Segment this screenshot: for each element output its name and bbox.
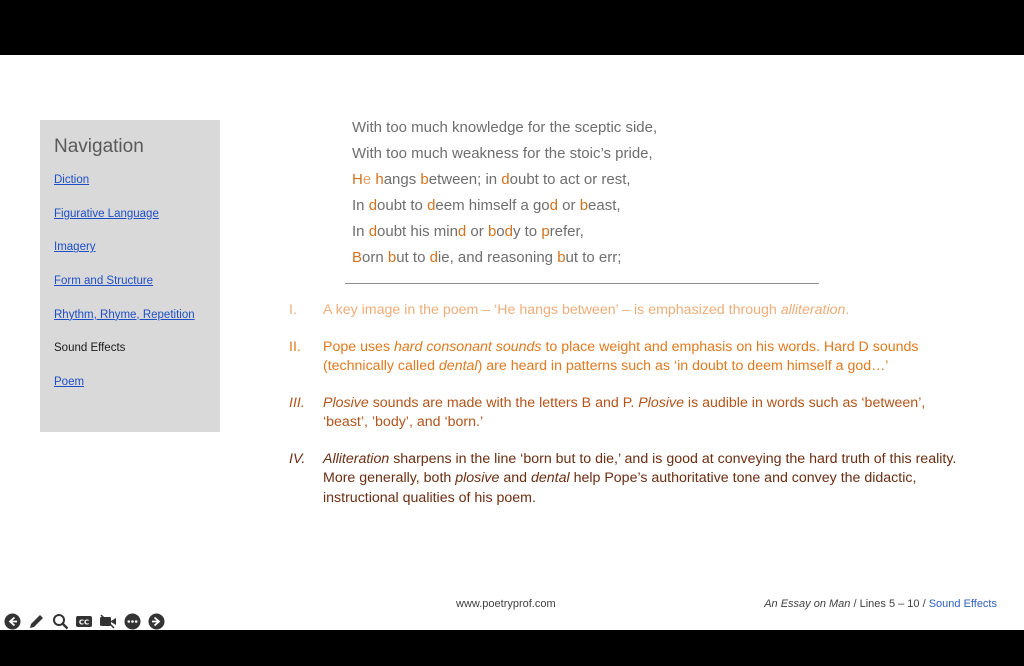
point-number: II. — [289, 338, 301, 355]
text: ) are heard in patterns such as ‘in doubt to deem himself a god…’ — [477, 358, 889, 374]
footer-url: www.poetryprof.com — [456, 598, 556, 610]
text: In — [352, 197, 369, 214]
text: is audible in words such as ‘between’, ‘beast’, ’body’, and ‘born.’ — [323, 394, 926, 430]
hl: d — [501, 171, 510, 188]
hl: h — [375, 171, 384, 188]
hl: b — [579, 197, 589, 214]
back-arrow-icon — [4, 613, 21, 630]
text: ut to — [396, 249, 430, 266]
analysis-point-1 — [289, 301, 969, 321]
hl: d — [368, 223, 378, 240]
camera-icon — [99, 613, 117, 630]
emphasis: hard consonant sounds — [394, 338, 542, 355]
captions-button[interactable] — [75, 612, 93, 630]
text: o — [496, 223, 505, 240]
text: angs — [383, 171, 421, 188]
emphasis: Plosive — [323, 394, 369, 411]
forward-arrow-button[interactable] — [147, 612, 165, 630]
poem-line-6 — [352, 245, 832, 271]
hl: d — [457, 223, 467, 240]
footer-breadcrumb — [764, 598, 997, 610]
text: sounds are made with the letters B and P. — [368, 394, 639, 411]
zoom-icon — [52, 613, 69, 630]
nav-link-diction[interactable]: Diction — [54, 174, 90, 186]
presentation-controls — [3, 611, 165, 630]
nav-link-imagery[interactable]: Imagery — [54, 241, 96, 254]
hl: b — [387, 249, 397, 266]
nav-link-rhythm-rhyme-repetition[interactable]: Rhythm, Rhyme, Repetition — [54, 308, 195, 321]
text: help Pope’s authoritative tone and convey the didactic, instructional qualities of his poem. — [323, 470, 917, 506]
camera-button[interactable] — [99, 612, 117, 630]
emphasis: plosive — [455, 470, 500, 486]
analysis-points — [289, 301, 969, 525]
hl: b — [420, 171, 429, 188]
forward-arrow-icon — [148, 613, 165, 630]
pen-button[interactable] — [27, 612, 45, 630]
hl: d — [427, 197, 436, 214]
text: . — [845, 302, 850, 318]
emphasis: alliteration — [780, 302, 846, 318]
back-arrow-button[interactable] — [3, 612, 21, 630]
analysis-point-2 — [289, 338, 969, 377]
more-icon — [124, 613, 141, 630]
poem-line-4 — [352, 193, 832, 219]
text: refer, — [549, 223, 584, 240]
text: or — [558, 197, 580, 214]
pen-icon — [28, 613, 45, 630]
text: eem himself a go — [435, 197, 550, 214]
poem-line-1: With too much knowledge for the sceptic side, — [352, 119, 658, 136]
nav-link-figurative-language[interactable]: Figurative Language — [54, 207, 159, 220]
navigation-title: Navigation — [54, 136, 144, 157]
poem-line-2: With too much weakness for the stoic’s pride, — [352, 145, 653, 162]
text: Pope uses — [323, 338, 394, 355]
hl: H — [352, 171, 363, 188]
hl: d — [504, 223, 513, 240]
slide — [0, 55, 1024, 630]
poem-excerpt — [352, 115, 832, 271]
crumb-lines: / Lines 5 – 10 / — [850, 598, 929, 610]
hl-light: e — [362, 171, 376, 188]
point-number: III. — [289, 394, 305, 411]
text: or — [466, 223, 488, 240]
text: orn — [362, 249, 388, 266]
point-number: IV. — [289, 450, 306, 467]
emphasis: Plosive — [638, 394, 684, 411]
text: ut to err; — [565, 249, 622, 266]
text: and — [499, 470, 531, 486]
emphasis: dental — [530, 470, 570, 486]
text: to place weight and emphasis on his words. Hard D sounds (technically called — [323, 338, 919, 374]
text: sharpens in the line ‘born but to die,’ and is good at conveying the hard truth of this reality. More generally, both — [323, 450, 957, 486]
hl: d — [429, 249, 438, 266]
emphasis: dental — [438, 358, 478, 374]
crumb-current: Sound Effects — [928, 598, 997, 610]
hl: B — [352, 249, 363, 266]
emphasis: Alliteration — [323, 450, 390, 467]
hl: d — [368, 197, 378, 214]
text: east, — [588, 197, 621, 214]
nav-item-sound-effects-current: Sound Effects — [54, 342, 126, 355]
nav-link-poem[interactable]: Poem — [54, 376, 85, 389]
navigation-panel — [40, 120, 220, 432]
zoom-button[interactable] — [51, 612, 69, 630]
text: y to — [512, 223, 542, 240]
nav-link-form-and-structure[interactable]: Form and Structure — [54, 275, 154, 288]
text: oubt to act or rest, — [509, 171, 631, 188]
point-number: I. — [289, 302, 297, 318]
hl: b — [487, 223, 497, 240]
hl: b — [557, 249, 566, 266]
hl: p — [541, 223, 550, 240]
text: A key image in the poem – ‘He hangs between’ – is emphasized through — [323, 302, 781, 318]
poem-line-3 — [352, 167, 832, 193]
text: etween; in — [428, 171, 502, 188]
text: oubt his min — [377, 223, 458, 240]
crumb-title: An Essay on Man — [764, 598, 851, 610]
text: ie, and reasoning — [437, 249, 558, 266]
analysis-point-3 — [289, 394, 969, 433]
svg-text:CC: CC — [78, 618, 90, 626]
hl: d — [549, 197, 558, 214]
text: oubt to — [377, 197, 428, 214]
captions-icon — [75, 613, 93, 630]
analysis-point-4 — [289, 450, 969, 509]
more-button[interactable] — [123, 612, 141, 630]
text: In — [352, 223, 369, 240]
poem-line-5 — [352, 219, 832, 245]
divider-line — [345, 283, 819, 284]
